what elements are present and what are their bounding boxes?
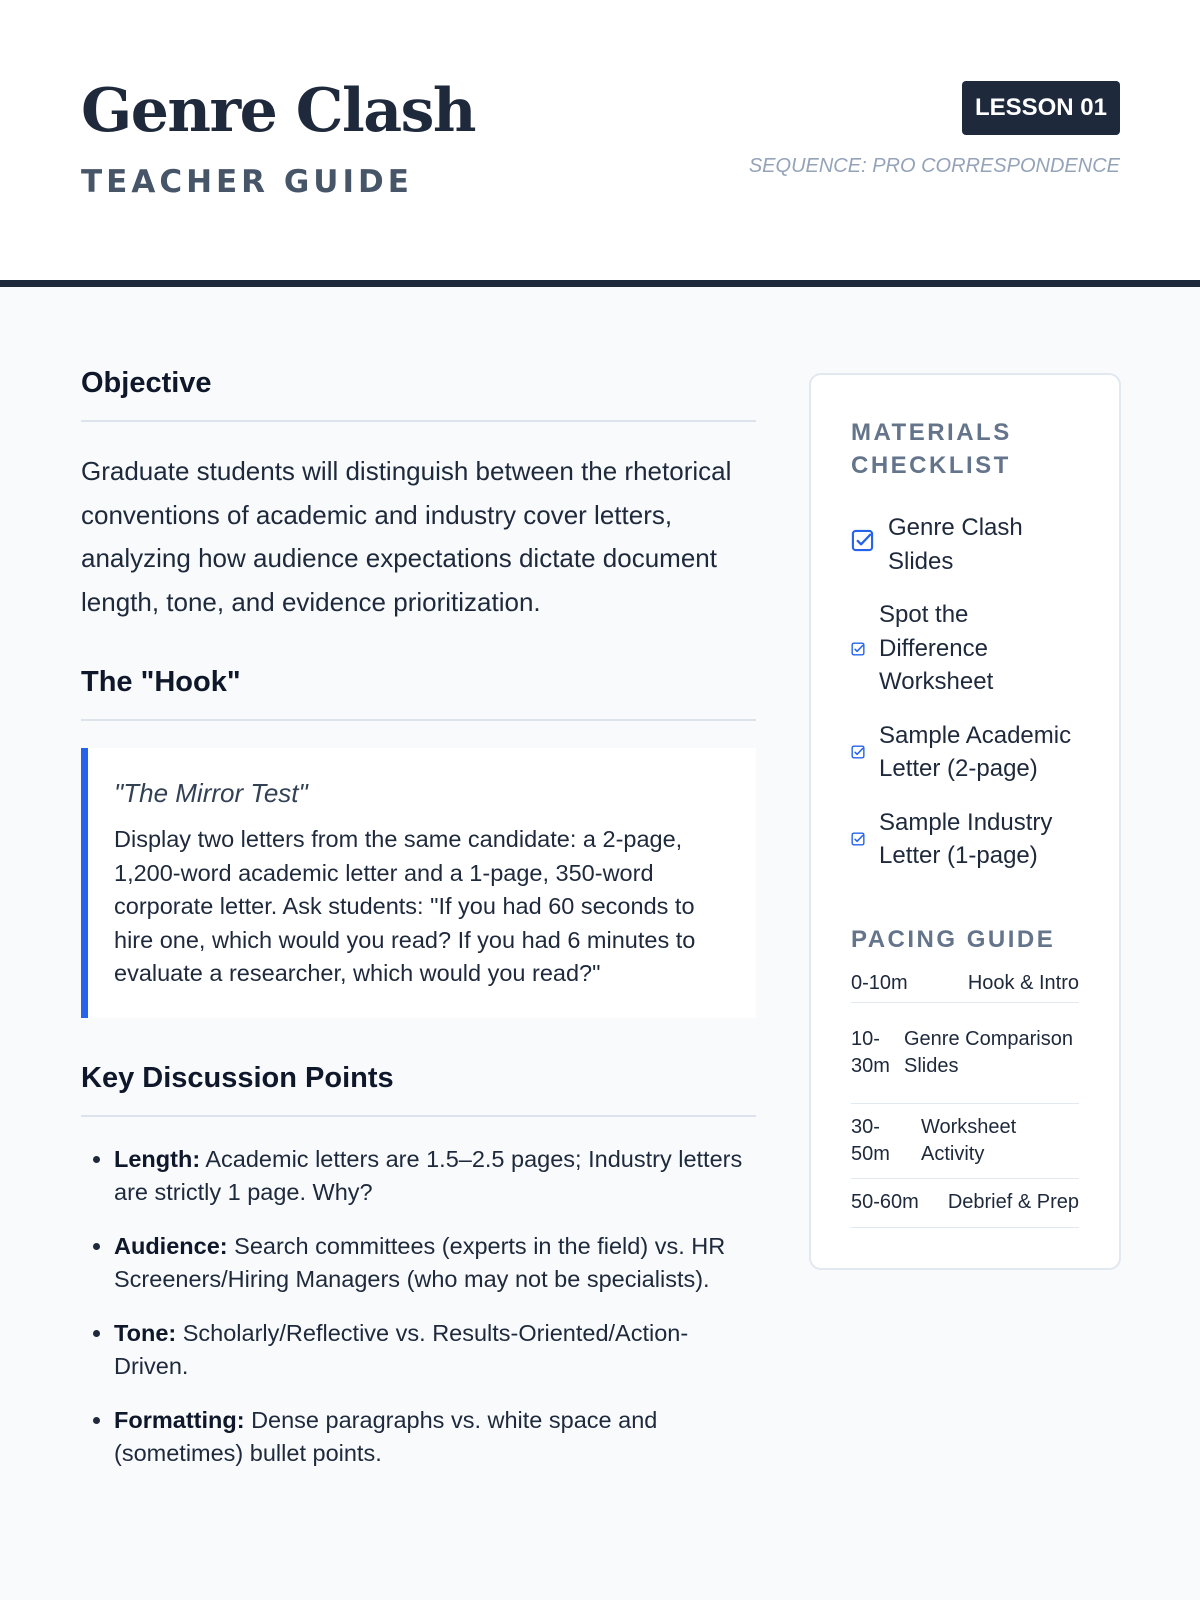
material-label: Sample Industry Letter (1-page) — [879, 808, 1053, 869]
pacing-activity: Hook & Intro — [967, 972, 1079, 994]
sequence-label: SEQUENCE: PRO CORRESPONDENCE — [748, 155, 1120, 177]
objective-heading: Objective — [81, 367, 756, 422]
material-item-slides[interactable] — [851, 511, 1079, 578]
page-title: Genre Clash — [81, 76, 476, 146]
pacing-row — [851, 1104, 1079, 1179]
pacing-time: 50-60m — [851, 1191, 919, 1213]
point-text: Scholarly/Reflective vs. Results-Oriented/Action-Driven. — [114, 1319, 689, 1379]
discussion-section — [81, 1062, 756, 1471]
material-item-worksheet[interactable] — [851, 598, 1079, 699]
hook-title: "The Mirror Test" — [114, 778, 308, 808]
point-label: Tone: — [114, 1319, 177, 1346]
pacing-activity: Genre Comparison Slides — [904, 1027, 1073, 1077]
objective-section — [81, 367, 756, 624]
material-item-academic-letter[interactable] — [851, 719, 1079, 786]
page-subtitle: TEACHER GUIDE — [81, 164, 413, 200]
point-label: Audience: — [114, 1232, 228, 1259]
list-item — [114, 1404, 756, 1471]
material-item-industry-letter[interactable] — [851, 806, 1079, 873]
checkbox-checked-icon[interactable] — [851, 735, 865, 769]
point-label: Length: — [114, 1145, 201, 1172]
list-item — [114, 1230, 756, 1297]
pacing-time: 30-50m — [851, 1115, 890, 1165]
page-header — [0, 0, 1200, 287]
discussion-heading: Key Discussion Points — [81, 1062, 756, 1117]
point-text: Academic letters are 1.5–2.5 pages; Industry letters are strictly 1 page. Why? — [114, 1145, 743, 1205]
checkbox-checked-icon[interactable] — [851, 822, 865, 856]
list-item — [114, 1317, 756, 1384]
hook-section — [81, 666, 756, 1018]
material-label: Spot the Difference Worksheet — [879, 601, 994, 695]
checkbox-checked-icon[interactable] — [851, 632, 865, 666]
discussion-list — [81, 1143, 756, 1471]
material-label: Genre Clash Slides — [888, 514, 1023, 575]
hook-callout — [81, 748, 756, 1018]
checkbox-checked-icon[interactable] — [851, 528, 874, 562]
hook-text: Display two letters from the same candidate: a 2-page, 1,200-word academic letter and a 1-page, 350-word corporate letter. Ask students: "If you had 60 seconds to hire one, which would you read? If you had 6 minutes to evaluate a researcher, which would you read?" — [114, 826, 696, 986]
list-item — [114, 1143, 756, 1210]
main-content — [81, 367, 756, 1491]
pacing-heading: PACING GUIDE — [851, 925, 1056, 953]
hook-heading: The "Hook" — [81, 666, 756, 721]
lesson-badge: LESSON 01 — [962, 81, 1120, 135]
pacing-time: 0-10m — [851, 972, 908, 994]
pacing-row — [851, 1003, 1079, 1104]
materials-heading: MATERIALS CHECKLIST — [851, 419, 1012, 479]
material-label: Sample Academic Letter (2-page) — [879, 721, 1072, 782]
sidebar-card — [809, 373, 1121, 1270]
point-text: Search committees (experts in the field) vs. HR Screeners/Hiring Managers (who may not be specialists). — [114, 1232, 726, 1292]
pacing-activity: Debrief & Prep — [947, 1191, 1079, 1213]
pacing-activity: Worksheet Activity — [921, 1115, 1017, 1165]
objective-text: Graduate students will distinguish between the rhetorical conventions of academic and industry cover letters, analyzing how audience expectations dictate document length, tone, and evidence prioritization. — [81, 456, 732, 617]
point-label: Formatting: — [114, 1406, 245, 1433]
pacing-row — [851, 966, 1079, 1003]
pacing-row — [851, 1179, 1079, 1228]
pacing-time: 10-30m — [851, 1027, 890, 1077]
point-text: Dense paragraphs vs. white space and (sometimes) bullet points. — [114, 1406, 658, 1466]
